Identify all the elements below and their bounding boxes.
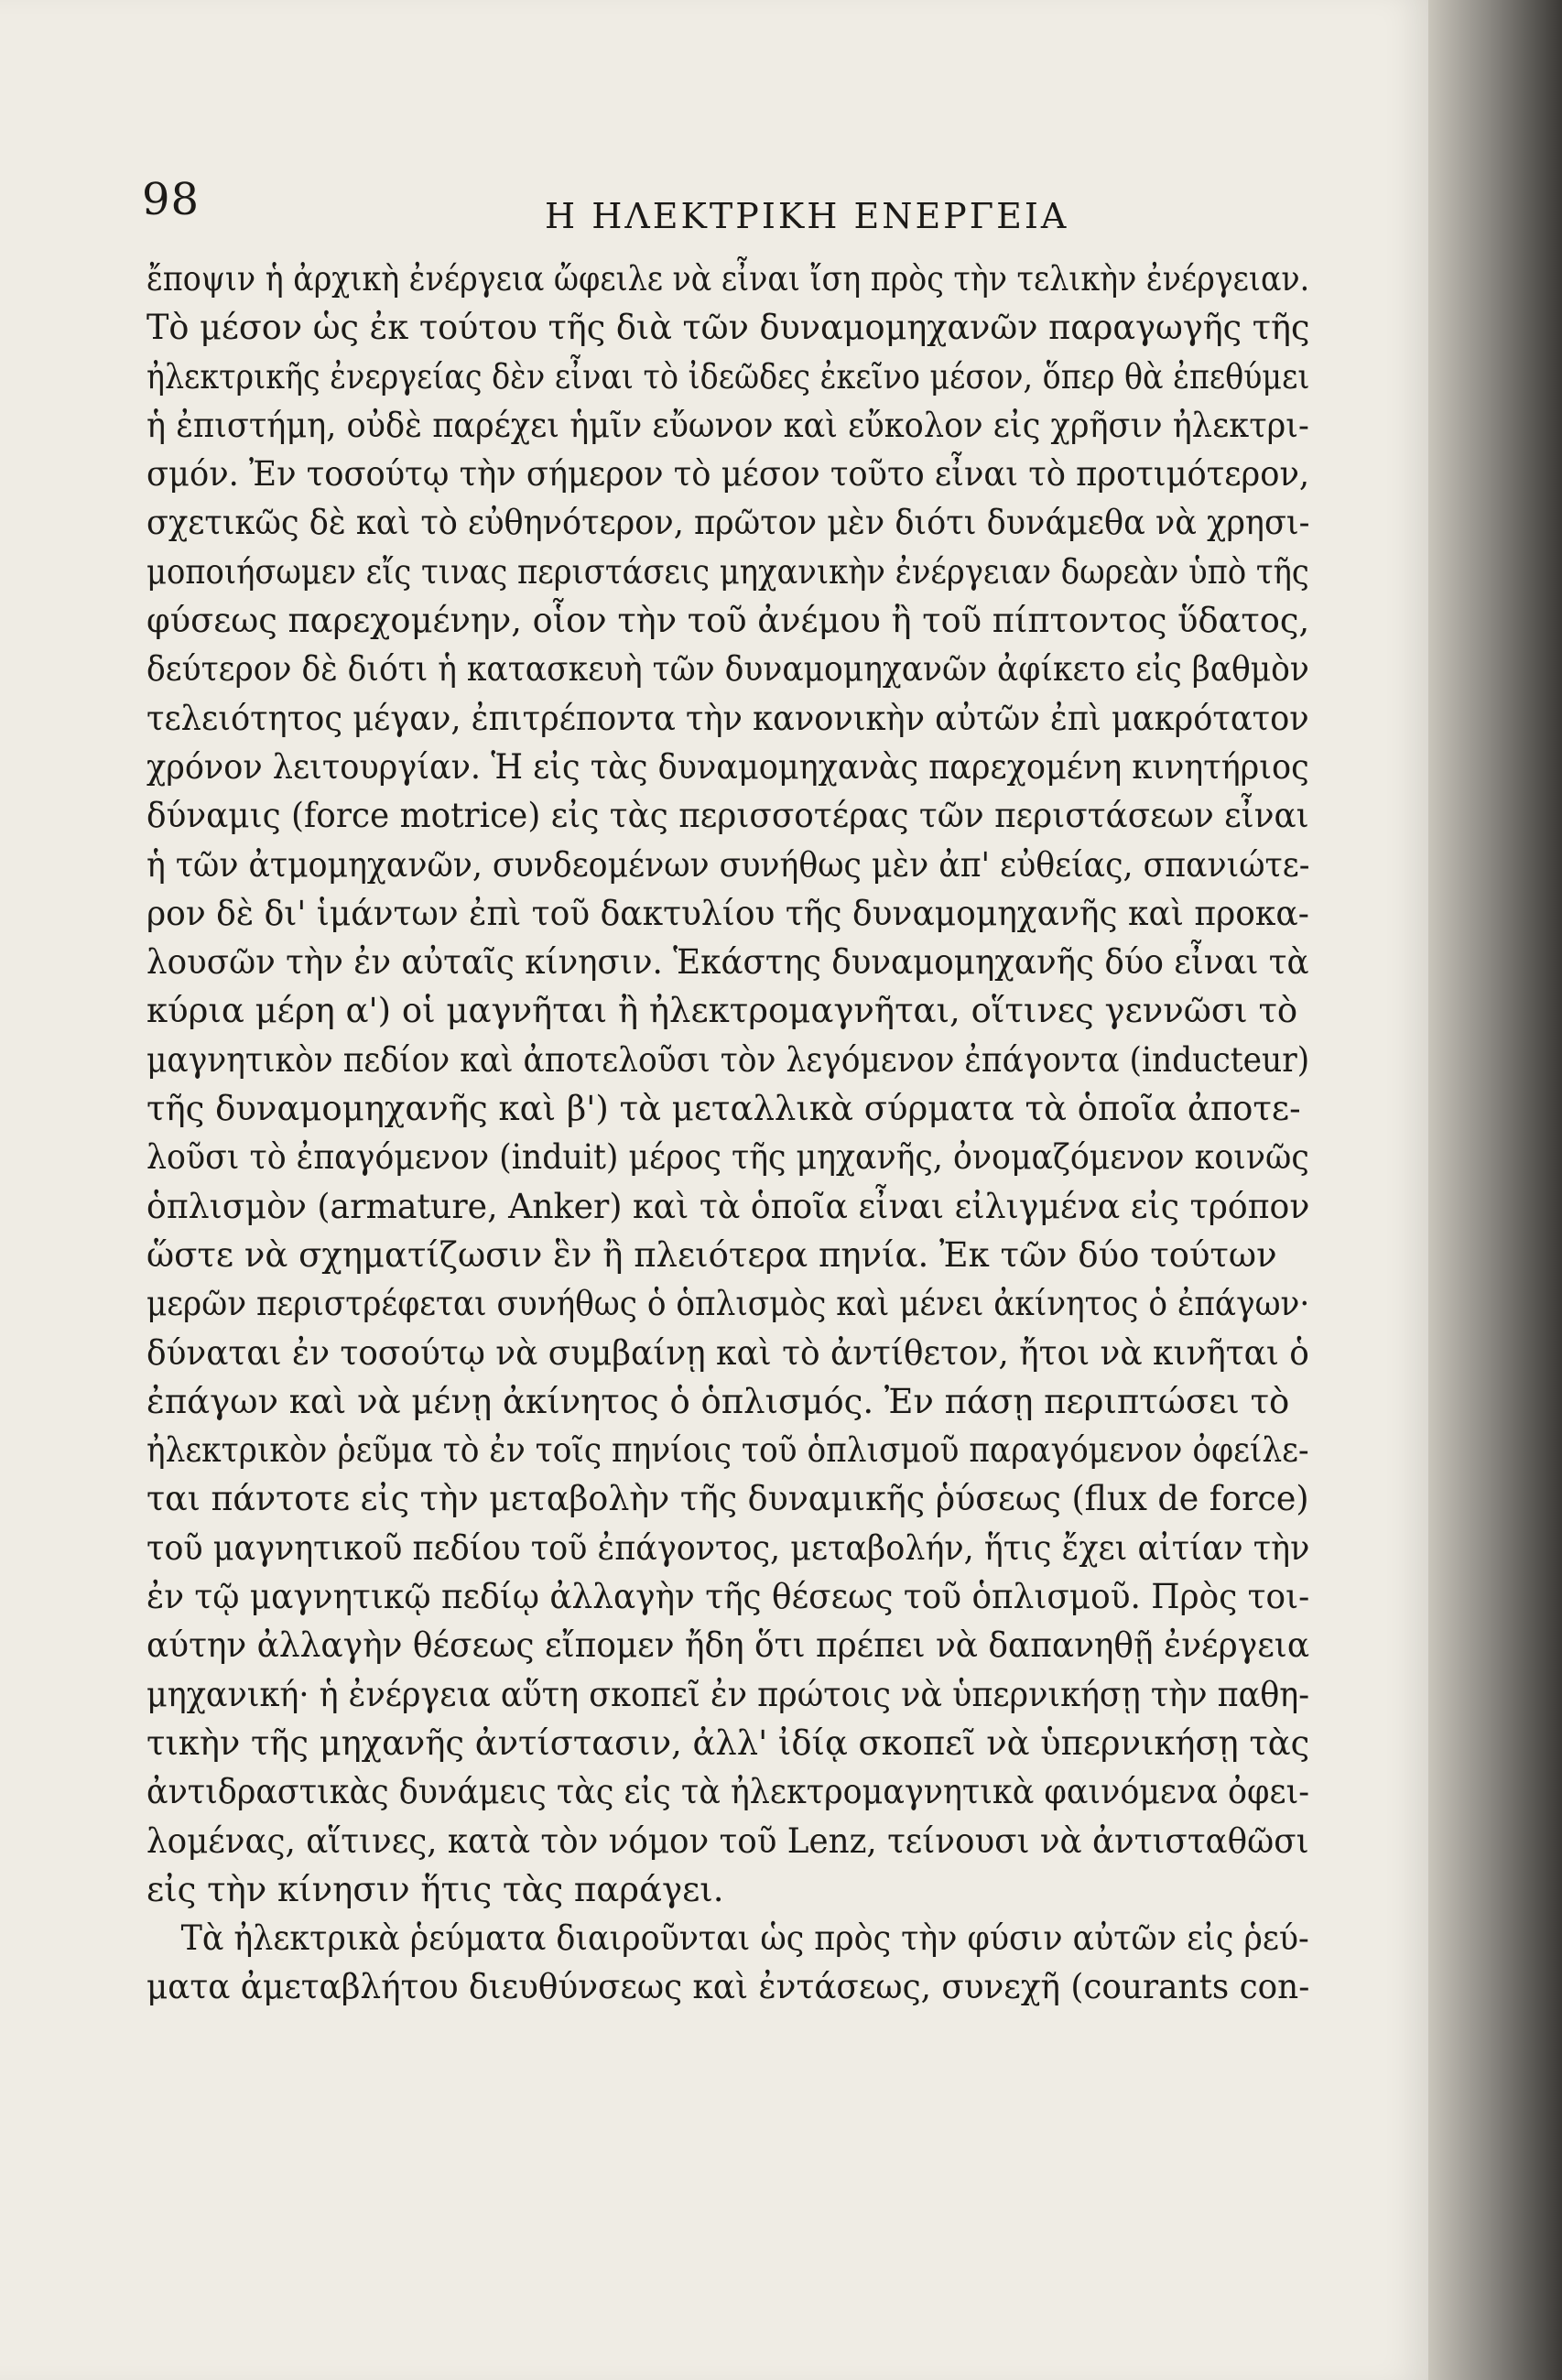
text-line: τελειότητος μέγαν, ἐπιτρέποντα τὴν κανονικὴν αὐτῶν ἐπὶ μακρότατον: [146, 698, 1309, 738]
text-line: Τὰ ἠλεκτρικὰ ῥεύματα διαιροῦνται ὡς πρὸς τὴν φύσιν αὐτῶν εἰς ῥεύ-: [180, 1918, 1309, 1959]
text-line: Τὸ μέσον ὡς ἐκ τούτου τῆς διὰ τῶν δυναμομηχανῶν παραγωγῆς τῆς: [146, 308, 1310, 348]
text-line: κύρια μέρη α') οἱ μαγνῆται ἢ ἠλεκτρομαγνῆται, οἵτινες γεννῶσι τὸ: [146, 991, 1298, 1031]
text-line: ἐπάγων καὶ νὰ μένῃ ἀκίνητος ὁ ὁπλισμός. Ἐν πάσῃ περιπτώσει τὸ: [146, 1381, 1290, 1421]
text-line: μηχανική· ἡ ἐνέργεια αὕτη σκοπεῖ ἐν πρώτοις νὰ ὑπερνικήσῃ τὴν παθη-: [146, 1674, 1310, 1714]
text-line: χρόνον λειτουργίαν. Ἡ εἰς τὰς δυναμομηχανὰς παρεχομένη κινητήριος: [146, 746, 1309, 787]
text-line: μερῶν περιστρέφεται συνήθως ὁ ὁπλισμὸς καὶ μένει ἀκίνητος ὁ ἐπάγων·: [146, 1284, 1310, 1324]
text-line: σμόν. Ἐν τοσούτῳ τὴν σήμερον τὸ μέσον τοῦτο εἶναι τὸ προτιμότερον,: [146, 454, 1310, 494]
text-line: μοποιήσωμεν εἴς τινας περιστάσεις μηχανικὴν ἐνέργειαν δωρεὰν ὑπὸ τῆς: [146, 551, 1309, 592]
text-line: ρον δὲ δι' ἱμάντων ἐπὶ τοῦ δακτυλίου τῆς δυναμομηχανῆς καὶ προκα-: [146, 893, 1309, 933]
text-line: φύσεως παρεχομένην, οἷον τὴν τοῦ ἀνέμου ἢ τοῦ πίπτοντος ὕδατος,: [146, 601, 1310, 641]
text-line: λομένας, αἵτινες, κατὰ τὸν νόμον τοῦ Lenz, τείνουσι νὰ ἀντισταθῶσι: [146, 1820, 1309, 1861]
text-line: τικὴν τῆς μηχανῆς ἀντίστασιν, ἀλλ' ἰδίᾳ σκοπεῖ νὰ ὑπερνικήσῃ τὰς: [146, 1723, 1310, 1763]
text-line: δύναμις (force motrice) εἰς τὰς περισσοτέρας τῶν περιστάσεων εἶναι: [146, 796, 1309, 836]
running-head: Η ΗΛΕΚΤΡΙΚΗ ΕΝΕΡΓΕΙΑ: [545, 196, 1069, 236]
text-line: δύναται ἐν τοσούτῳ νὰ συμβαίνῃ καὶ τὸ ἀντίθετον, ἤτοι νὰ κινῆται ὁ: [146, 1332, 1309, 1373]
text-line: εἰς τὴν κίνησιν ἥτις τὰς παράγει.: [146, 1869, 724, 1909]
text-line: ὥστε νὰ σχηματίζωσιν ἓν ἢ πλειότερα πηνία. Ἐκ τῶν δύο τούτων: [146, 1234, 1277, 1275]
text-line: ἀντιδραστικὰς δυνάμεις τὰς εἰς τὰ ἠλεκτρομαγνητικὰ φαινόμενα ὀφει-: [146, 1772, 1310, 1812]
text-line: μαγνητικὸν πεδίον καὶ ἀποτελοῦσι τὸν λεγόμενον ἐπάγοντα (inducteur): [146, 1039, 1310, 1080]
book-gutter-shadow: [1428, 0, 1562, 2380]
text-line: ὁπλισμὸν (armature, Anker) καὶ τὰ ὁποῖα εἶναι εἰλιγμένα εἰς τρόπον: [146, 1186, 1310, 1226]
text-line: λοῦσι τὸ ἐπαγόμενον (induit) μέρος τῆς μηχανῆς, ὀνομαζόμενον κοινῶς: [146, 1137, 1309, 1178]
text-line: ἠλεκτρικῆς ἐνεργείας δὲν εἶναι τὸ ἰδεῶδες ἐκεῖνο μέσον, ὅπερ θὰ ἐπεθύμει: [146, 356, 1310, 397]
text-line: ἡ τῶν ἀτμομηχανῶν, συνδεομένων συνήθως μὲν ἀπ' εὐθείας, σπανιώτε-: [146, 844, 1310, 885]
text-line: σχετικῶς δὲ καὶ τὸ εὐθηνότερον, πρῶτον μὲν διότι δυνάμεθα νὰ χρησι-: [146, 503, 1310, 543]
text-line: ἡ ἐπιστήμη, οὐδὲ παρέχει ἡμῖν εὔωνον καὶ εὔκολον εἰς χρῆσιν ἠλεκτρι-: [146, 405, 1309, 445]
body-text: [146, 255, 1309, 2012]
text-line: ἠλεκτρικὸν ῥεῦμα τὸ ἐν τοῖς πηνίοις τοῦ ὁπλισμοῦ παραγόμενον ὀφείλε-: [146, 1430, 1309, 1471]
text-line: αύτην ἀλλαγὴν θέσεως εἴπομεν ἤδη ὅτι πρέπει νὰ δαπανηθῇ ἐνέργεια: [146, 1625, 1310, 1666]
text-line: τῆς δυναμομηχανῆς καὶ β') τὰ μεταλλικὰ σύρματα τὰ ὁποῖα ἀποτε-: [146, 1089, 1301, 1129]
text-line: ἔποψιν ἡ ἀρχικὴ ἐνέργεια ὤφειλε νὰ εἶναι ἴση πρὸς τὴν τελικὴν ἐνέργειαν.: [146, 259, 1310, 299]
page-header: [142, 174, 1332, 247]
text-line: δεύτερον δὲ διότι ἡ κατασκευὴ τῶν δυναμομηχανῶν ἀφίκετο εἰς βαθμὸν: [146, 649, 1309, 690]
text-line: ἐν τῷ μαγνητικῷ πεδίῳ ἀλλαγὴν τῆς θέσεως τοῦ ὁπλισμοῦ. Πρὸς τοι-: [146, 1577, 1310, 1617]
text-line: τοῦ μαγνητικοῦ πεδίου τοῦ ἐπάγοντος, μεταβολήν, ἥτις ἔχει αἰτίαν τὴν: [146, 1527, 1310, 1568]
text-line: ματα ἀμεταβλήτου διευθύνσεως καὶ ἐντάσεως, συνεχῆ (courants con-: [146, 1967, 1310, 2007]
text-line: ται πάντοτε εἰς τὴν μεταβολὴν τῆς δυναμικῆς ῥύσεως (flux de force): [146, 1479, 1309, 1519]
page-number: 98: [142, 174, 201, 225]
text-line: λουσῶν τὴν ἐν αὐταῖς κίνησιν. Ἑκάστης δυναμομηχανῆς δύο εἶναι τὰ: [146, 942, 1309, 983]
